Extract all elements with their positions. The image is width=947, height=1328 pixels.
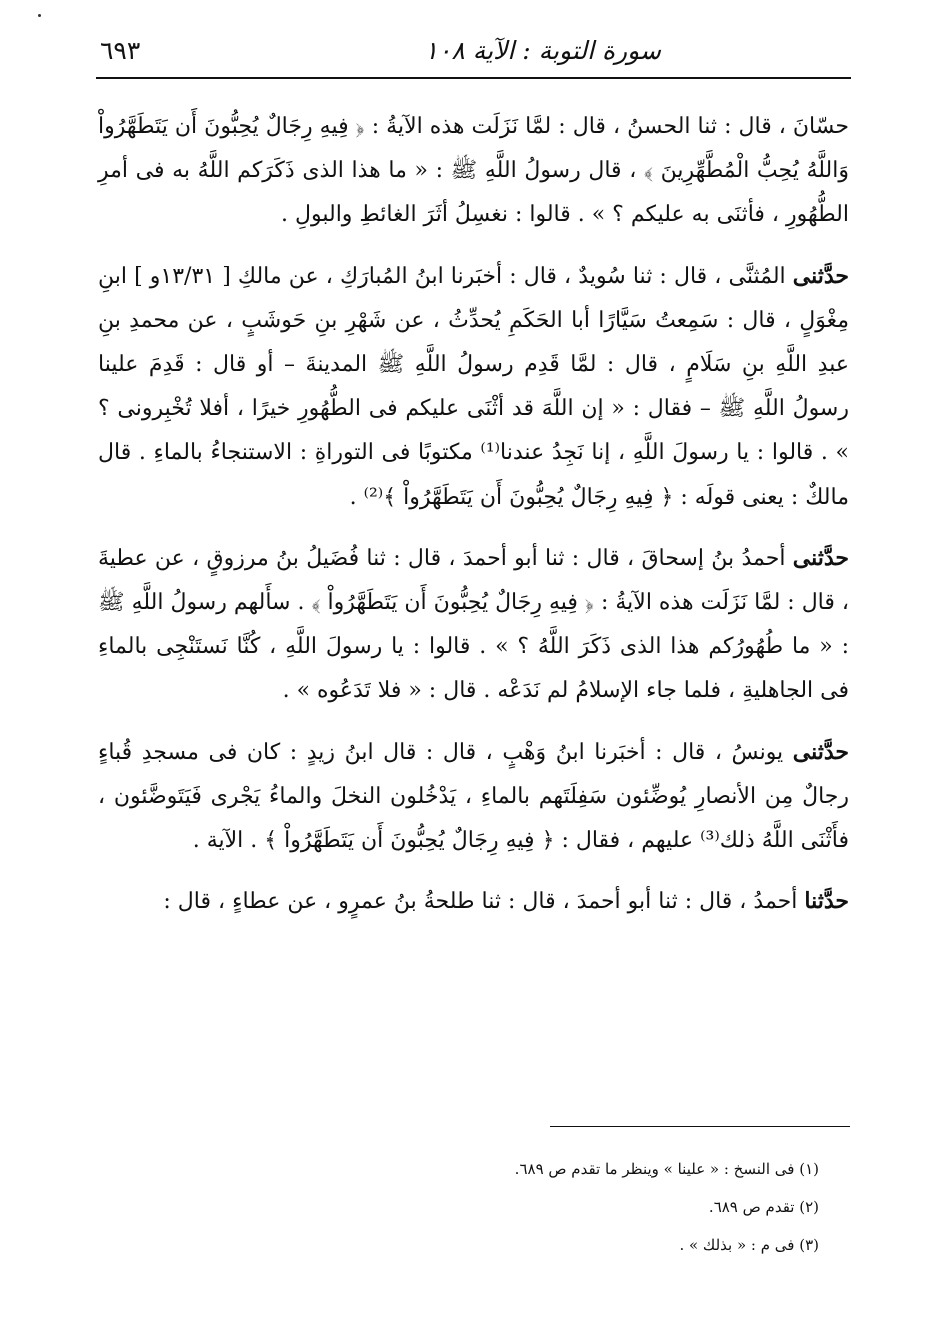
paragraph-text: حسّانَ ، قال : ثنا الحسنُ ، قال : لمَّا نَزَلَت هذه الآيةُ : ﴿ فِيهِ رِجَالٌ يُحِبُّونَ أَن يَتَطَهَّرُواْ وَاللَّهُ يُحِبُّ الْمُطَّهِّرِينَ ﴾ ، قال رسولُ اللَّهِ ﷺ : « ما هذا الذى ذَكَرَكم اللَّهُ به فى أمرِ الطُّهُورِ ، فأثنَى به عليكم ؟ » . قالوا : نغسِلُ أثَرَ الغائطِ والبولِ . — [98, 114, 849, 228]
paragraph-lead: حدَّثنا — [804, 888, 849, 915]
paragraph-lead: حدَّثنى — [792, 738, 849, 765]
footnote-2: (٢) تقدم ص ٦٨٩. — [708, 1198, 819, 1216]
footnotes — [219, 1150, 819, 1264]
header-rule — [96, 77, 851, 79]
paragraph-4 — [98, 730, 849, 864]
running-title: سورة التوبة : الآية ١٠٨ — [424, 36, 661, 65]
paragraph-3 — [98, 536, 849, 714]
footnote-1: (١) فى النسخ : « علينا » وينظر ما تقدم ص ٦٨٩. — [514, 1160, 819, 1178]
footnote-rule — [550, 1126, 850, 1127]
paragraph-lead: حدَّثنى — [792, 262, 849, 289]
paragraph-text: يونسُ ، قال : أخبَرنا ابنُ وَهْبٍ ، قال : قال ابنُ زيدٍ : كان فى مسجدِ قُباءٍ رجالٌ مِن الأنصارِ يُوضِّئون سَفِلَتَهم بالماءِ ، يَدْخُلون النخلَ والماءُ يَجْرى فَيَتَوضَّئون ، فأَثْنَى اللَّهُ ذلك⁽³⁾ عليهم ، فقال : ﴿ فِيهِ رِجَالٌ يُحِبُّونَ أَن يَتَطَهَّرُواْ ﴾ . الآية . — [98, 739, 849, 854]
paragraph-text: أحمدُ بنُ إسحاقَ ، قال : ثنا أبو أحمدَ ، قال : ثنا فُضَيلُ بنُ مرزوقٍ ، عن عطيةَ ، قال : لمَّا نَزَلَت هذه الآيةُ : ﴿ فِيهِ رِجَالٌ يُحِبُّونَ أَن يَتَطَهَّرُواْ ﴾ . سأَلهم رسولُ اللَّهِ ﷺ : « ما طُهُورُكم هذا الذى ذَكَرَ اللَّهُ ؟ » . قالوا : يا رسولَ اللَّهِ ، كُنَّا نَستَنْجِى بالماءِ فى الجاهليةِ ، فلما جاء الإسلامُ لم نَدَعْه . قال : « فلا تَدَعُوه » . — [98, 545, 849, 704]
paragraph-2 — [98, 254, 849, 520]
paragraph-text: أحمدُ ، قال : ثنا أبو أحمدَ ، قال : ثنا طلحةُ بنُ عمرٍو ، عن عطاءٍ ، قال : — [163, 889, 805, 915]
main-text — [98, 104, 849, 924]
paragraph-text: المُثنَّى ، قال : ثنا سُويدٌ ، قال : أخبَرنا ابنُ المُبارَكِ ، عن مالكِ [ ١٣/٣١و ] ابنِ مِغْوَلٍ ، قال : سَمِعتُ سَيَّارًا أبا الحَكَمِ يُحدِّثُ ، عن شَهْرِ بنِ حَوشَبٍ ، عن محمدِ بنِ عبدِ اللَّهِ بنِ سَلَامٍ ، قال : لمَّا قَدِم رسولُ اللَّهِ ﷺ المدينةَ – أو قال : قَدِمَ علينا رسولُ اللَّهِ ﷺ – فقال : « إن اللَّهَ قد أثْنَى عليكم فى الطُّهُورِ خيرًا ، أفلا تُخْبِرونى ؟ » . قالوا : يا رسولَ اللَّهِ ، إنا نَجِدُ عندنا⁽¹⁾ مكتوبًا فى التوراةِ : الاستنجاءُ بالماءِ . قال مالكٌ : يعنى قولَه : ﴿ فِيهِ رِجَالٌ يُحِبُّونَ أَن يَتَطَهَّرُواْ ﴾⁽²⁾ . — [98, 263, 849, 510]
paragraph-5 — [98, 879, 849, 924]
paragraph-1 — [98, 104, 849, 238]
footnote-3: (٣) فى م : « بذلك » . — [679, 1236, 819, 1254]
corner-mark — [38, 14, 41, 17]
paragraph-lead: حدَّثنى — [792, 544, 849, 571]
page-header — [96, 26, 851, 76]
page-number: ٦٩٣ — [100, 36, 141, 65]
